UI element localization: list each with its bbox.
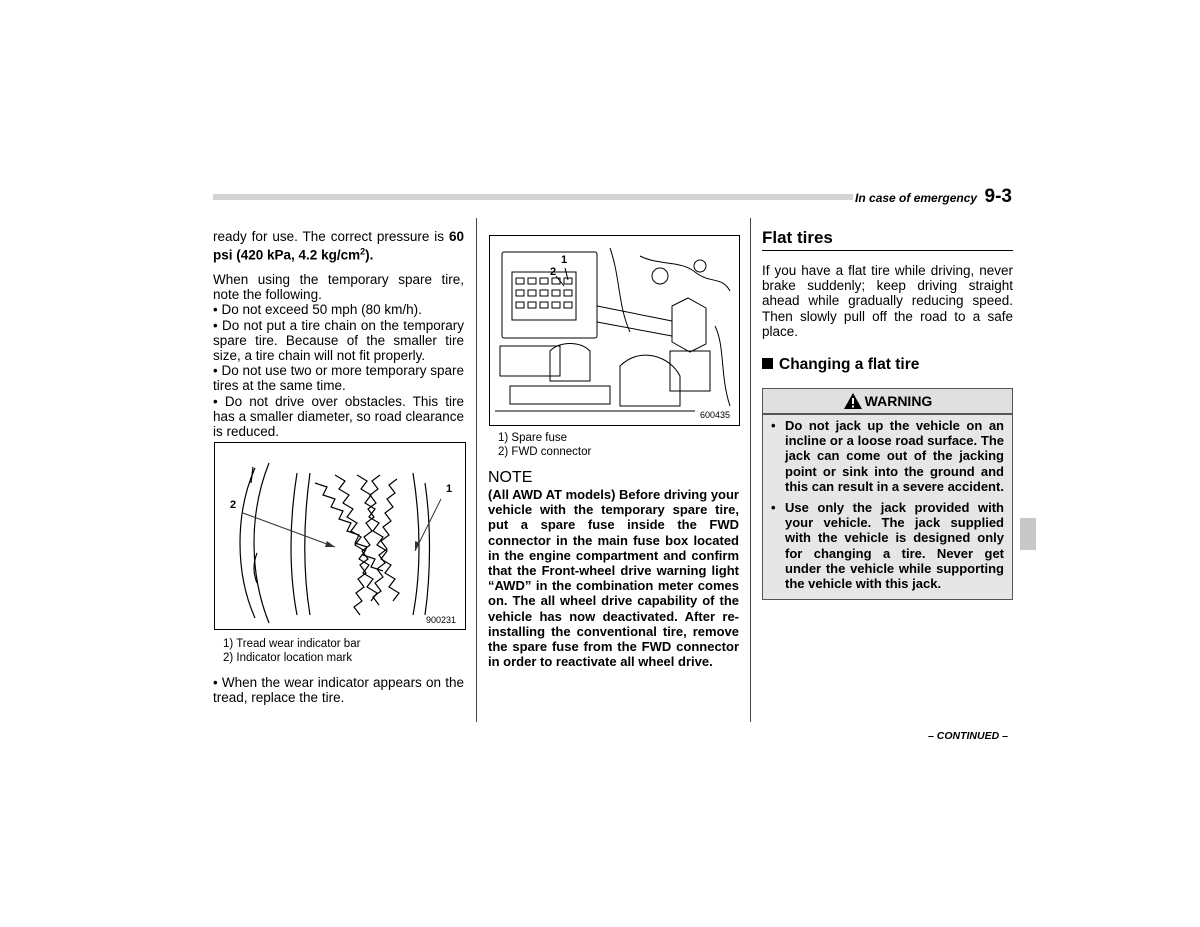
tread-figure-captions xyxy=(223,637,360,665)
callout-2: 2 xyxy=(550,266,557,278)
warning-header xyxy=(762,388,1013,414)
note-body: (All AWD AT models) Before driving your vehicle with the temporary spare tire, put a spare fuse inside the FWD connector in the main fuse box located in the engine compartment and confirm that the Front-wheel drive warning light “AWD” in the combination meter comes on. The all wheel drive capability of the vehicle has now deactivated. After re-installing the conventional tire, remove the spare fuse from the FWD connector in order to reactivate all wheel drive. xyxy=(488,487,739,670)
bullet-item: • Do not drive over obstacles. This tire has a smaller diameter, so road clearance is reduced. xyxy=(213,394,464,440)
header-section-title: In case of emergency xyxy=(855,191,978,205)
tire-tread-illustration xyxy=(215,443,465,629)
bullet-item: • Do not use two or more temporary spare tires at the same time. xyxy=(213,363,464,393)
caption-line: 2) Indicator location mark xyxy=(223,652,353,664)
callout-1: 1 xyxy=(446,483,453,495)
note-title: NOTE xyxy=(488,469,533,486)
pressure-paragraph: ready for use. The correct pressure is 60 psi (420 kPa, 4.2 $kg/cm^2$). xyxy=(213,229,464,263)
bullet-item: • Do not put a tire chain on the temporary spare tire. Because of the smaller tire size, a tire chain will not fit properly. xyxy=(213,318,464,364)
section-heading: Flat tires xyxy=(762,228,833,247)
figure-code: 600435 xyxy=(700,410,731,420)
caption-line: 1) Tread wear indicator bar xyxy=(223,638,361,650)
caption-line: 1) Spare fuse xyxy=(498,432,568,444)
page-number: 9-3 xyxy=(984,186,1012,207)
heading-rule xyxy=(762,250,1013,251)
warning-item: • Do not jack up the vehicle on an incline or a loose road surface. The jack can come out of the jacking point or sink into the ground and this can result in a severe accident. xyxy=(771,418,1004,494)
bullet-item: • Do not exceed 50 mph (80 km/h). xyxy=(213,302,464,317)
warning-body xyxy=(762,414,1013,600)
figure-code: 900231 xyxy=(426,615,457,625)
fuse-box-figure xyxy=(489,235,740,426)
spare-tire-intro: When using the temporary spare tire, note the following. xyxy=(213,271,464,303)
flat-tires-paragraph: If you have a flat tire while driving, never brake suddenly; keep driving straight ahead while gradually reducing speed. Then slowly pull off the road to a safe place. xyxy=(762,263,1013,339)
square-bullet-icon xyxy=(762,358,773,369)
continued-label: – CONTINUED – xyxy=(928,730,1008,742)
warning-triangle-icon xyxy=(843,392,863,410)
engine-compartment-illustration xyxy=(490,236,739,425)
left-column-text xyxy=(213,229,464,439)
subheading: Changing a flat tire xyxy=(762,356,919,374)
callout-2: 2 xyxy=(230,499,237,511)
caption-line: 2) FWD connector xyxy=(498,446,592,458)
fuse-figure-captions xyxy=(498,431,591,459)
tread-wear-figure xyxy=(214,442,466,630)
wear-indicator-bullet: • When the wear indicator appears on the tread, replace the tire. xyxy=(213,675,464,705)
chapter-thumb-tab xyxy=(1020,518,1036,550)
page-header xyxy=(855,186,1012,208)
warning-title: WARNING xyxy=(864,393,933,409)
warning-item: • Use only the jack provided with your vehicle. The jack supplied with the vehicle is designed only for changing a tire. Never get under the vehicle while supporting the vehicle with this jack. xyxy=(771,500,1004,592)
header-rule xyxy=(213,194,853,200)
column-divider-2 xyxy=(750,218,751,722)
column-divider-1 xyxy=(476,218,477,722)
callout-1: 1 xyxy=(561,254,568,266)
